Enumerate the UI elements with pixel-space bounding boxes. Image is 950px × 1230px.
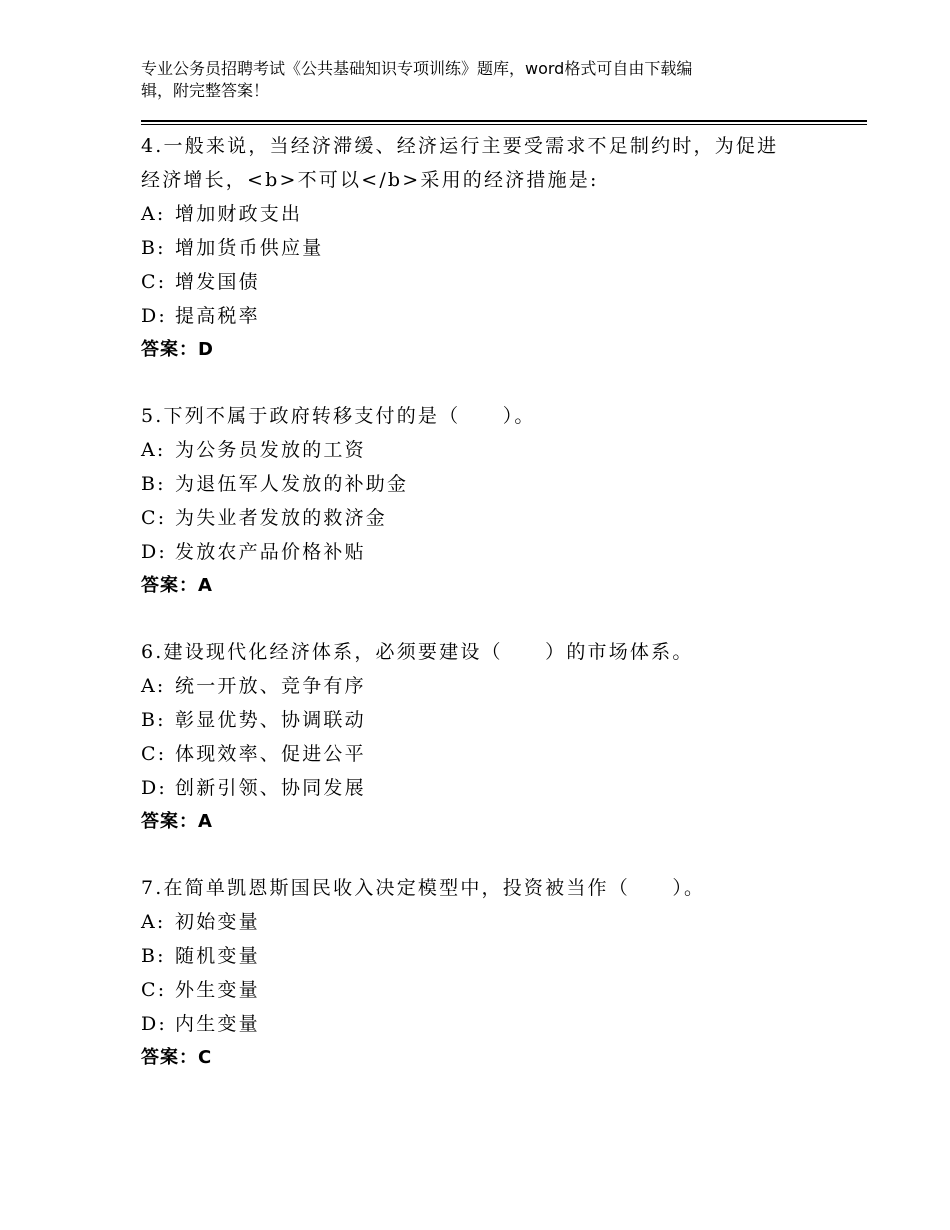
- header-divider-thick: [141, 120, 867, 122]
- option-letter: B:: [141, 237, 166, 259]
- option-text: 随机变量: [175, 945, 260, 967]
- question-list: [141, 129, 841, 1107]
- option-text: 初始变量: [175, 911, 260, 933]
- option-a: [141, 669, 841, 703]
- option-d: [141, 1007, 841, 1041]
- question-5: [141, 399, 841, 603]
- option-text: 内生变量: [175, 1013, 260, 1035]
- option-text: 统一开放、竞争有序: [175, 675, 366, 697]
- page-header: [141, 58, 791, 102]
- option-text: 为失业者发放的救济金: [175, 507, 388, 529]
- option-a: [141, 197, 841, 231]
- option-letter: D:: [141, 305, 168, 327]
- option-text: 提高税率: [175, 305, 260, 327]
- option-b: [141, 939, 841, 973]
- question-7: [141, 871, 841, 1075]
- option-d: [141, 771, 841, 805]
- option-text: 彰显优势、协调联动: [175, 709, 366, 731]
- option-letter: A:: [141, 203, 166, 225]
- question-4: [141, 129, 841, 367]
- option-letter: C:: [141, 507, 167, 529]
- option-b: [141, 703, 841, 737]
- option-letter: D:: [141, 1013, 168, 1035]
- option-c: [141, 501, 841, 535]
- option-letter: C:: [141, 271, 167, 293]
- header-line-1: 专业公务员招聘考试《公共基础知识专项训练》题库，word格式可自由下载编: [141, 59, 693, 78]
- option-c: [141, 973, 841, 1007]
- question-stem: 7.在简单凯恩斯国民收入决定模型中，投资被当作（ ）。: [141, 877, 706, 899]
- option-text: 增加财政支出: [175, 203, 303, 225]
- question-6: [141, 635, 841, 839]
- option-a: [141, 433, 841, 467]
- option-text: 增加货币供应量: [175, 237, 324, 259]
- question-stem-continued: 经济增长，<b>不可以</b>采用的经济措施是:: [141, 169, 599, 191]
- header-divider-thin: [141, 124, 867, 125]
- header-line-2: 辑，附完整答案！: [141, 81, 270, 100]
- option-d: [141, 535, 841, 569]
- option-letter: B:: [141, 709, 166, 731]
- option-text: 外生变量: [175, 979, 260, 1001]
- option-b: [141, 231, 841, 265]
- answer-label: 答案：A: [141, 811, 213, 832]
- option-text: 发放农产品价格补贴: [175, 541, 366, 563]
- option-letter: A:: [141, 911, 166, 933]
- question-stem: 5.下列不属于政府转移支付的是（ ）。: [141, 405, 536, 427]
- option-text: 增发国债: [175, 271, 260, 293]
- option-letter: C:: [141, 743, 167, 765]
- answer-label: 答案：A: [141, 575, 213, 596]
- answer-label: 答案：C: [141, 1047, 213, 1068]
- option-b: [141, 467, 841, 501]
- option-letter: C:: [141, 979, 167, 1001]
- option-text: 体现效率、促进公平: [175, 743, 366, 765]
- option-d: [141, 299, 841, 333]
- option-letter: B:: [141, 945, 166, 967]
- question-stem: 6.建设现代化经济体系，必须要建设（ ）的市场体系。: [141, 641, 694, 663]
- option-letter: A:: [141, 675, 166, 697]
- option-c: [141, 737, 841, 771]
- option-letter: B:: [141, 473, 166, 495]
- option-letter: A:: [141, 439, 166, 461]
- option-text: 为公务员发放的工资: [175, 439, 366, 461]
- option-c: [141, 265, 841, 299]
- option-a: [141, 905, 841, 939]
- answer-label: 答案：D: [141, 339, 214, 360]
- option-letter: D:: [141, 541, 168, 563]
- option-text: 创新引领、协同发展: [175, 777, 366, 799]
- question-stem: 4.一般来说，当经济滞缓、经济运行主要受需求不足制约时，为促进: [141, 135, 779, 157]
- option-text: 为退伍军人发放的补助金: [175, 473, 409, 495]
- option-letter: D:: [141, 777, 168, 799]
